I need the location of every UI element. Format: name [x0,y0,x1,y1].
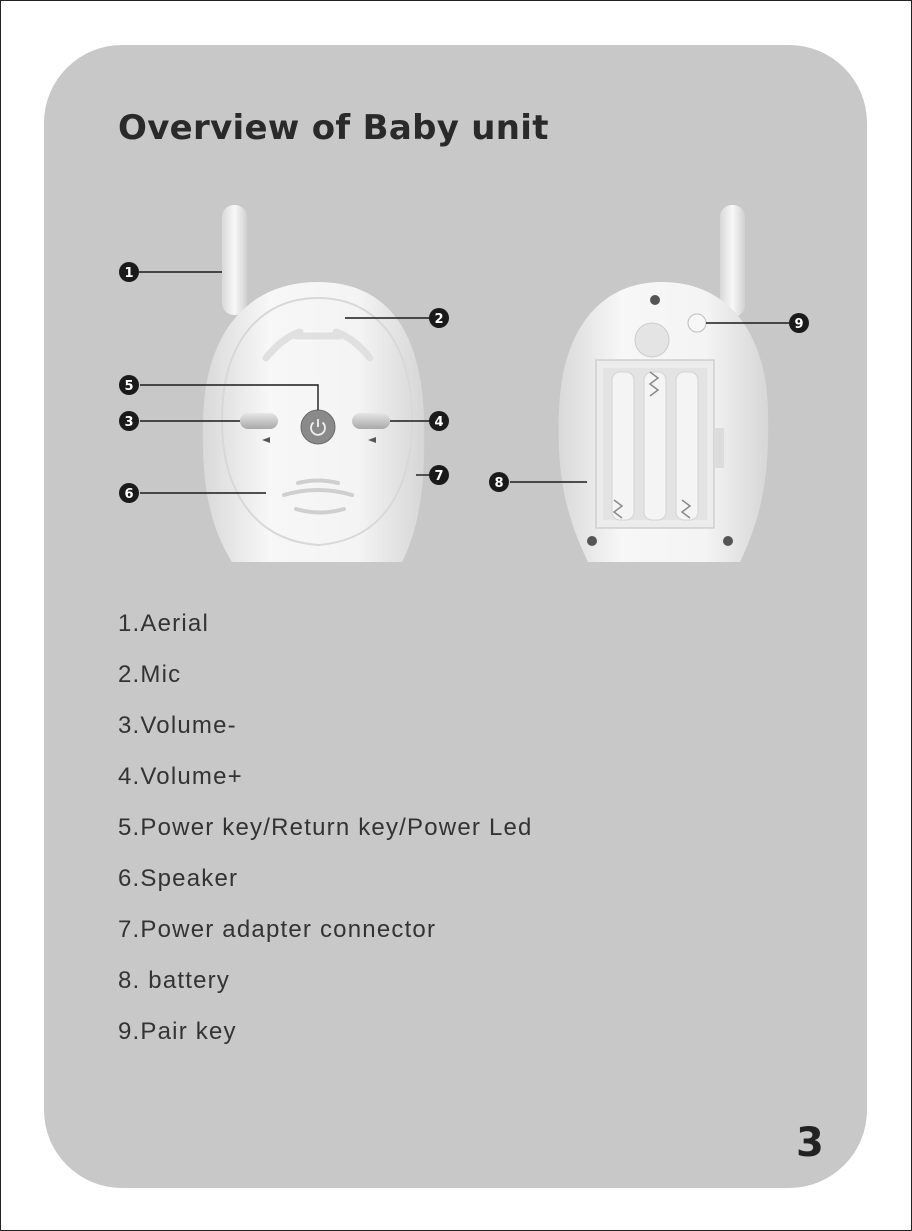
callout-number: 3 [124,415,134,430]
callout-6 [119,483,139,503]
callout-number: 7 [434,469,444,484]
aerial-front [222,205,247,315]
volume-minus-button [240,413,278,429]
callout-2 [429,308,449,328]
callout-5 [119,375,139,395]
page-number: 3 [796,1120,824,1166]
callout-number: 4 [434,415,444,430]
volume-plus-button [352,413,390,429]
legend-item-volume-plus: 4.Volume+ [118,763,243,790]
legend-item-power-adapter: 7.Power adapter connector [118,916,437,943]
aerial-back [720,205,745,317]
callout-1 [119,262,139,282]
legend-item-battery: 8. battery [118,967,231,994]
callout-number: 1 [124,266,134,281]
callout-number: 9 [794,317,804,332]
parts-legend [118,604,533,1063]
callout-number: 8 [494,476,504,491]
back-view [559,205,769,562]
callout-number: 6 [124,487,134,502]
legend-item-power-key: 5.Power key/Return key/Power Led [118,814,533,841]
callout-9 [789,313,809,333]
legend-item-aerial: 1.Aerial [118,610,209,637]
legend-item-mic: 2.Mic [118,661,182,688]
callout-7 [429,465,449,485]
callout-4 [429,411,449,431]
callout-3 [119,411,139,431]
legend-item-speaker: 6.Speaker [118,865,239,892]
front-view [203,205,425,562]
legend-item-volume-minus: 3.Volume- [118,712,237,739]
callout-number: 5 [124,379,134,394]
callout-number: 2 [434,312,444,327]
page-title: Overview of Baby unit [118,108,549,148]
callout-8 [489,472,509,492]
pair-key-button [688,314,706,332]
legend-item-pair-key: 9.Pair key [118,1018,237,1045]
